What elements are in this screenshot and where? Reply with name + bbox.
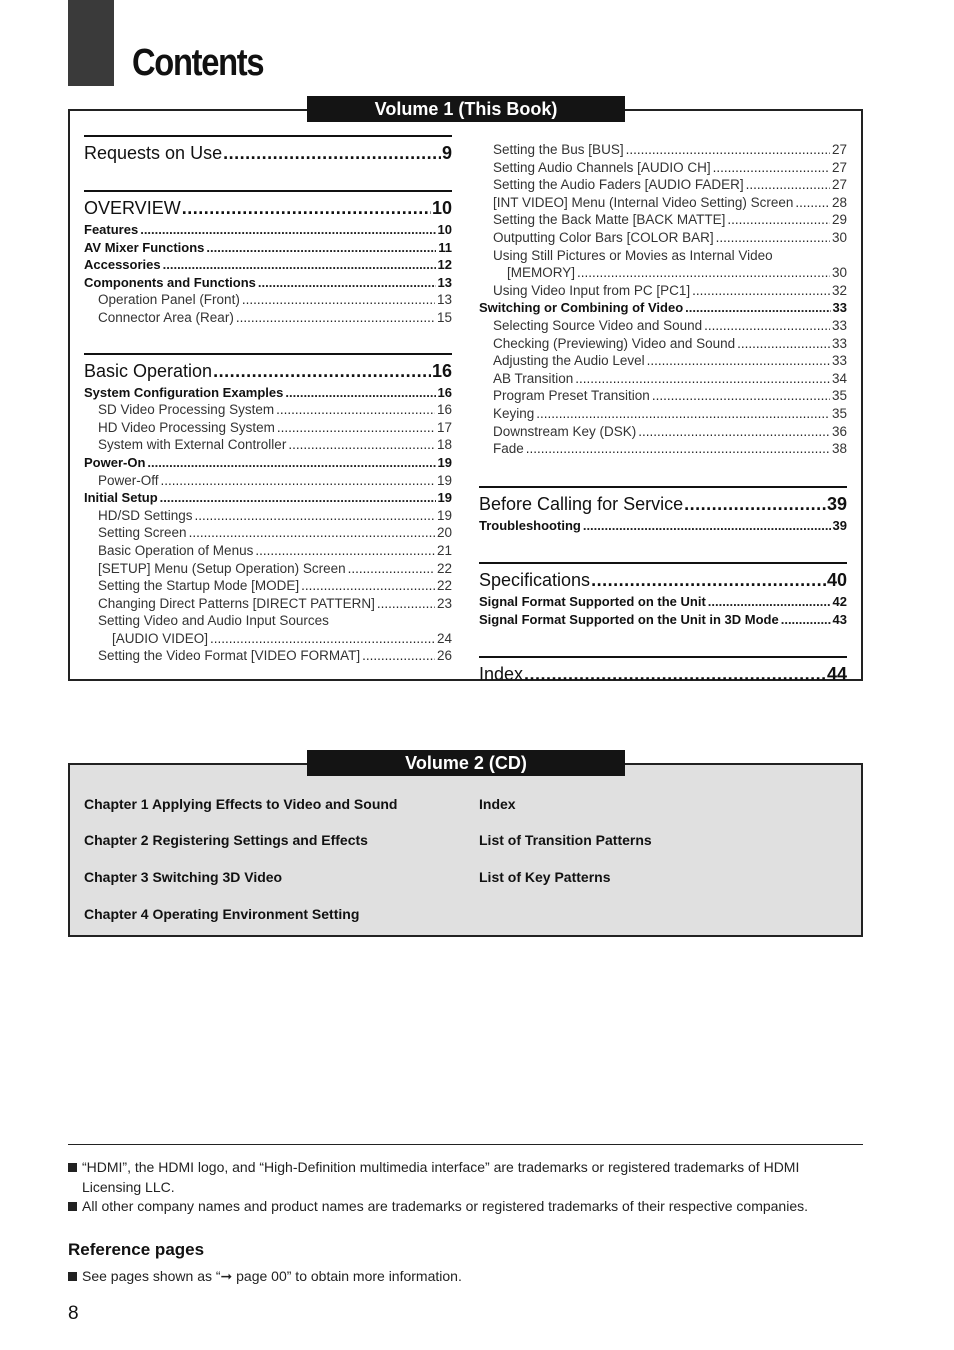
toc-page: 35 — [831, 388, 847, 404]
toc-title: AV Mixer Functions — [84, 239, 205, 255]
toc-title: [AUDIO VIDEO] — [112, 630, 209, 646]
toc-title: Outputting Color Bars [COLOR BAR] — [493, 229, 714, 245]
toc-title: System Configuration Examples — [84, 384, 284, 400]
toc-title: Keying — [493, 405, 535, 421]
volume2-transition-patterns[interactable]: List of Transition Patterns — [479, 832, 652, 848]
toc-title: Downstream Key (DSK) — [493, 423, 637, 439]
toc-entry-connector-area-rear[interactable] — [84, 309, 452, 327]
toc-section-specifications[interactable] — [479, 562, 847, 591]
volume2-key-patterns[interactable]: List of Key Patterns — [479, 869, 611, 885]
leader-dots — [210, 630, 435, 648]
toc-title: Adjusting the Audio Level — [493, 353, 645, 369]
toc-section-requests-on-use[interactable] — [84, 135, 452, 164]
leader-dots — [577, 264, 830, 282]
toc-title: Before Calling for Service — [479, 493, 684, 514]
toc-entry-sd-video-processing-system[interactable] — [84, 401, 452, 419]
toc-title: Changing Direct Patterns [DIRECT PATTERN] — [98, 595, 375, 611]
toc-page: 30 — [831, 265, 847, 281]
volume2-tab: Volume 2 (CD) — [307, 750, 625, 776]
toc-title: Using Still Pictures or Movies as Internal Video — [493, 247, 773, 263]
toc-title: Selecting Source Video and Sound — [493, 317, 703, 333]
toc-page: 16 — [436, 402, 452, 418]
toc-entry-setting-the-startup-mode-mode[interactable] — [84, 577, 452, 595]
toc-entry-using-still-pictures-or-movies-as-internal-video[interactable] — [479, 247, 847, 265]
toc-entry-setting-the-bus-bus[interactable] — [479, 141, 847, 159]
toc-title: Initial Setup — [84, 490, 158, 506]
volume2-chapter-1[interactable]: Chapter 1 Applying Effects to Video and Sound — [84, 796, 398, 812]
toc-title: Switching or Combining of Video — [479, 300, 684, 316]
toc-entry-switching-or-combining-of-video[interactable] — [479, 299, 847, 317]
toc-entry-changing-direct-patterns-direct-pattern[interactable] — [84, 595, 452, 613]
toc-page: 18 — [436, 437, 452, 453]
toc-title: OVERVIEW — [84, 198, 181, 218]
leader-dots — [189, 524, 435, 542]
volume1-right-column — [479, 141, 847, 687]
leader-dots — [377, 595, 435, 613]
toc-title: Setting the Audio Faders [AUDIO FADER] — [493, 177, 744, 193]
toc-entry-setting-the-audio-faders-audio-fader[interactable] — [479, 176, 847, 194]
toc-entry-accessories[interactable] — [84, 256, 452, 274]
toc-page: 26 — [436, 648, 452, 664]
toc-page: 40 — [826, 570, 847, 591]
leader-dots — [213, 361, 431, 382]
leader-dots — [638, 423, 830, 441]
toc-entry-selecting-source-video-and-sound[interactable] — [479, 317, 847, 335]
toc-section-heading — [84, 361, 452, 382]
toc-page: 33 — [831, 353, 847, 369]
volume2-chapter-2[interactable]: Chapter 2 Registering Settings and Effects — [84, 832, 368, 848]
toc-entry-adjusting-the-audio-level[interactable] — [479, 352, 847, 370]
leader-dots — [362, 647, 435, 665]
toc-title: Connector Area (Rear) — [98, 309, 234, 325]
toc-title: AB Transition — [493, 370, 574, 386]
toc-title: Fade — [493, 441, 524, 457]
bullet-square-icon — [68, 1272, 77, 1281]
toc-title: [SETUP] Menu (Setup Operation) Screen — [98, 560, 346, 576]
leader-dots — [182, 198, 431, 219]
toc-page: 44 — [826, 664, 847, 685]
leader-dots — [163, 256, 436, 274]
leader-dots — [147, 454, 435, 472]
toc-entry-operation-panel-front[interactable] — [84, 291, 452, 309]
leader-dots — [288, 436, 435, 454]
trademark-note-hdmi: “HDMI”, the HDMI logo, and “High-Definition multimedia interface” are trademarks or registered trademarks of HDMI Licensing LLC. — [68, 1158, 858, 1197]
toc-entry-av-mixer-functions[interactable] — [84, 239, 452, 257]
toc-page: 19 — [436, 507, 452, 523]
toc-title: Index — [479, 664, 524, 685]
toc-page: 10 — [437, 222, 452, 237]
toc-page: 27 — [831, 177, 847, 193]
volume2-chapter-4[interactable]: Chapter 4 Operating Environment Setting — [84, 906, 360, 922]
toc-entry-setup-menu-setup-operation-screen[interactable] — [84, 560, 452, 578]
leader-dots — [795, 194, 830, 212]
bullet-square-icon — [68, 1163, 77, 1172]
toc-page: 12 — [437, 257, 452, 273]
toc-entry-setting-video-and-audio-input-sources[interactable] — [84, 612, 452, 630]
leader-dots — [692, 282, 830, 300]
leader-dots — [583, 517, 831, 535]
toc-page: 27 — [831, 142, 847, 157]
toc-page: 36 — [831, 423, 847, 439]
toc-page: 35 — [831, 405, 847, 421]
toc-page: 21 — [436, 542, 452, 558]
leader-dots — [223, 143, 441, 164]
toc-title: [INT VIDEO] Menu (Internal Video Setting) Screen — [493, 194, 794, 210]
toc-entry-ab-transition[interactable] — [479, 370, 847, 388]
toc-section-basic-operation[interactable] — [84, 353, 452, 382]
toc-entry-using-video-input-from-pc-pc1[interactable] — [479, 282, 847, 300]
footer-divider — [68, 1144, 863, 1145]
toc-title: Setting the Startup Mode [MODE] — [98, 578, 300, 594]
toc-page: 22 — [436, 560, 452, 576]
leader-dots — [684, 494, 826, 515]
toc-section-heading — [84, 198, 452, 219]
toc-page: 33 — [832, 300, 847, 316]
toc-entry-keying[interactable] — [479, 405, 847, 423]
leader-dots — [206, 239, 436, 257]
leader-dots — [781, 611, 831, 629]
toc-entry-system-with-external-controller[interactable] — [84, 436, 452, 454]
leader-dots — [524, 664, 826, 685]
leader-dots — [161, 472, 435, 490]
page-title: Contents — [132, 42, 264, 84]
toc-page: 17 — [436, 419, 452, 435]
leader-dots — [236, 309, 435, 327]
toc-page: 16 — [437, 384, 452, 400]
leader-dots — [685, 299, 830, 317]
toc-title: Accessories — [84, 257, 161, 273]
toc-title: Specifications — [479, 570, 591, 591]
leader-dots — [536, 405, 830, 423]
toc-entry-int-video-menu-internal-video-setting-screen[interactable] — [479, 194, 847, 212]
toc-page: 23 — [436, 595, 452, 611]
toc-entry-initial-setup[interactable] — [84, 489, 452, 507]
toc-page: 16 — [431, 360, 452, 381]
toc-section-heading — [84, 143, 452, 164]
leader-dots — [301, 577, 435, 595]
leader-dots — [626, 141, 830, 159]
toc-entry-memory[interactable] — [479, 264, 847, 282]
toc-entry-system-configuration-examples[interactable] — [84, 384, 452, 402]
toc-page: 34 — [831, 370, 847, 386]
toc-page: 22 — [436, 578, 452, 594]
toc-title: Requests on Use — [84, 143, 223, 163]
volume1-left-column — [84, 135, 452, 665]
toc-section-index[interactable] — [479, 656, 847, 685]
toc-title: Setting Video and Audio Input Sources — [98, 613, 329, 629]
toc-entry-power-off[interactable] — [84, 472, 452, 490]
leader-dots — [277, 419, 435, 437]
toc-title: Components and Functions — [84, 274, 256, 290]
toc-entry-hd-sd-settings[interactable] — [84, 507, 452, 525]
toc-title: Signal Format Supported on the Unit in 3D Mode — [479, 611, 779, 627]
toc-title: System with External Controller — [98, 437, 287, 453]
toc-section-heading — [479, 664, 847, 685]
toc-title: Program Preset Transition — [493, 388, 650, 404]
toc-page: 19 — [436, 472, 452, 488]
toc-title: Setting the Back Matte [BACK MATTE] — [493, 212, 726, 228]
toc-title: HD/SD Settings — [98, 507, 193, 523]
toc-page: 10 — [431, 198, 452, 218]
reference-note: See pages shown as “➞ page 00” to obtain more information. — [68, 1267, 858, 1287]
leader-dots — [708, 593, 831, 611]
toc-page: 33 — [831, 335, 847, 351]
toc-title: [MEMORY] — [507, 265, 576, 281]
toc-page: 11 — [438, 239, 452, 255]
toc-title: Setting Audio Channels [AUDIO CH] — [493, 159, 711, 175]
toc-title: Checking (Previewing) Video and Sound — [493, 335, 736, 351]
toc-entry-basic-operation-of-menus[interactable] — [84, 542, 452, 560]
leader-dots — [652, 387, 830, 405]
toc-page: 24 — [436, 630, 452, 646]
volume1-tab: Volume 1 (This Book) — [307, 96, 625, 122]
leader-dots — [140, 221, 435, 239]
leader-dots — [647, 352, 830, 370]
toc-title: Power-Off — [98, 472, 159, 488]
toc-title: Features — [84, 222, 139, 237]
leader-dots — [713, 159, 830, 177]
toc-page: 9 — [441, 143, 452, 163]
toc-entry-setting-the-video-format-video-format[interactable] — [84, 647, 452, 665]
leader-dots — [737, 335, 830, 353]
toc-page: 32 — [831, 282, 847, 298]
toc-page: 39 — [826, 493, 847, 514]
toc-title: Setting the Bus [BUS] — [493, 142, 624, 157]
toc-page: 43 — [832, 611, 847, 627]
toc-entry-audio-video[interactable] — [84, 630, 452, 648]
toc-page: 38 — [831, 441, 847, 457]
leader-dots — [242, 291, 435, 309]
reference-heading: Reference pages — [68, 1240, 205, 1259]
toc-page: 27 — [831, 159, 847, 175]
toc-section-overview[interactable] — [84, 190, 452, 219]
trademark-note-other: All other company names and product names are trademarks or registered trademarks of their respective companies. — [68, 1197, 858, 1217]
toc-page: 39 — [832, 517, 847, 533]
toc-page: 19 — [437, 454, 452, 470]
leader-dots — [348, 560, 435, 578]
toc-title: Setting the Video Format [VIDEO FORMAT] — [98, 648, 361, 664]
toc-title: SD Video Processing System — [98, 402, 275, 418]
volume2-chapter-3[interactable]: Chapter 3 Switching 3D Video — [84, 869, 283, 885]
toc-title: Basic Operation — [84, 360, 213, 381]
title-accent-bar — [68, 0, 114, 86]
leader-dots — [727, 211, 830, 229]
toc-page: 30 — [831, 229, 847, 245]
toc-title: Basic Operation of Menus — [98, 542, 254, 558]
leader-dots — [575, 370, 830, 388]
toc-section-heading — [479, 494, 847, 515]
toc-entry-checking-previewing-video-and-sound[interactable] — [479, 335, 847, 353]
leader-dots — [258, 274, 436, 292]
leader-dots — [704, 317, 830, 335]
toc-page: 20 — [436, 525, 452, 541]
toc-page: 29 — [831, 212, 847, 228]
toc-page: 33 — [831, 317, 847, 333]
toc-page: 15 — [436, 309, 452, 325]
toc-entry-outputting-color-bars-color-bar[interactable] — [479, 229, 847, 247]
leader-dots — [746, 176, 830, 194]
toc-entry-program-preset-transition[interactable] — [479, 387, 847, 405]
leader-dots — [285, 384, 435, 402]
bullet-square-icon — [68, 1202, 77, 1211]
toc-title: Using Video Input from PC [PC1] — [493, 282, 691, 298]
leader-dots — [255, 542, 435, 560]
toc-title: Troubleshooting — [479, 517, 581, 533]
toc-section-before-calling-for-service[interactable] — [479, 486, 847, 515]
toc-page: 42 — [832, 594, 847, 610]
toc-entry-hd-video-processing-system[interactable] — [84, 419, 452, 437]
toc-entry-downstream-key-dsk[interactable] — [479, 423, 847, 441]
toc-title: Power-On — [84, 454, 146, 470]
toc-entry-setting-the-back-matte-back-matte[interactable] — [479, 211, 847, 229]
toc-title: Signal Format Supported on the Unit — [479, 594, 706, 610]
leader-dots — [591, 570, 826, 591]
leader-dots — [526, 440, 830, 458]
toc-page: 13 — [437, 274, 452, 290]
toc-entry-fade[interactable] — [479, 440, 847, 458]
toc-entry-signal-format-supported-on-the-unit-in-3d-mode[interactable] — [479, 611, 847, 629]
toc-entry-troubleshooting[interactable] — [479, 517, 847, 535]
leader-dots — [160, 489, 436, 507]
toc-page: 19 — [437, 490, 452, 506]
toc-page: 13 — [436, 292, 452, 308]
toc-entry-setting-audio-channels-audio-ch[interactable] — [479, 159, 847, 177]
toc-title: HD Video Processing System — [98, 419, 275, 435]
toc-entry-signal-format-supported-on-the-unit[interactable] — [479, 593, 847, 611]
leader-dots — [716, 229, 830, 247]
toc-entry-setting-screen[interactable] — [84, 524, 452, 542]
toc-page: 28 — [831, 194, 847, 210]
volume2-index[interactable]: Index — [479, 796, 516, 812]
toc-entry-components-and-functions[interactable] — [84, 274, 452, 292]
page-number: 8 — [68, 1303, 79, 1324]
toc-title: Setting Screen — [98, 525, 187, 541]
leader-dots — [276, 401, 435, 419]
toc-entry-power-on[interactable] — [84, 454, 452, 472]
leader-dots — [195, 507, 435, 525]
toc-title: Operation Panel (Front) — [98, 292, 240, 308]
toc-section-heading — [479, 570, 847, 591]
toc-entry-features[interactable] — [84, 221, 452, 239]
